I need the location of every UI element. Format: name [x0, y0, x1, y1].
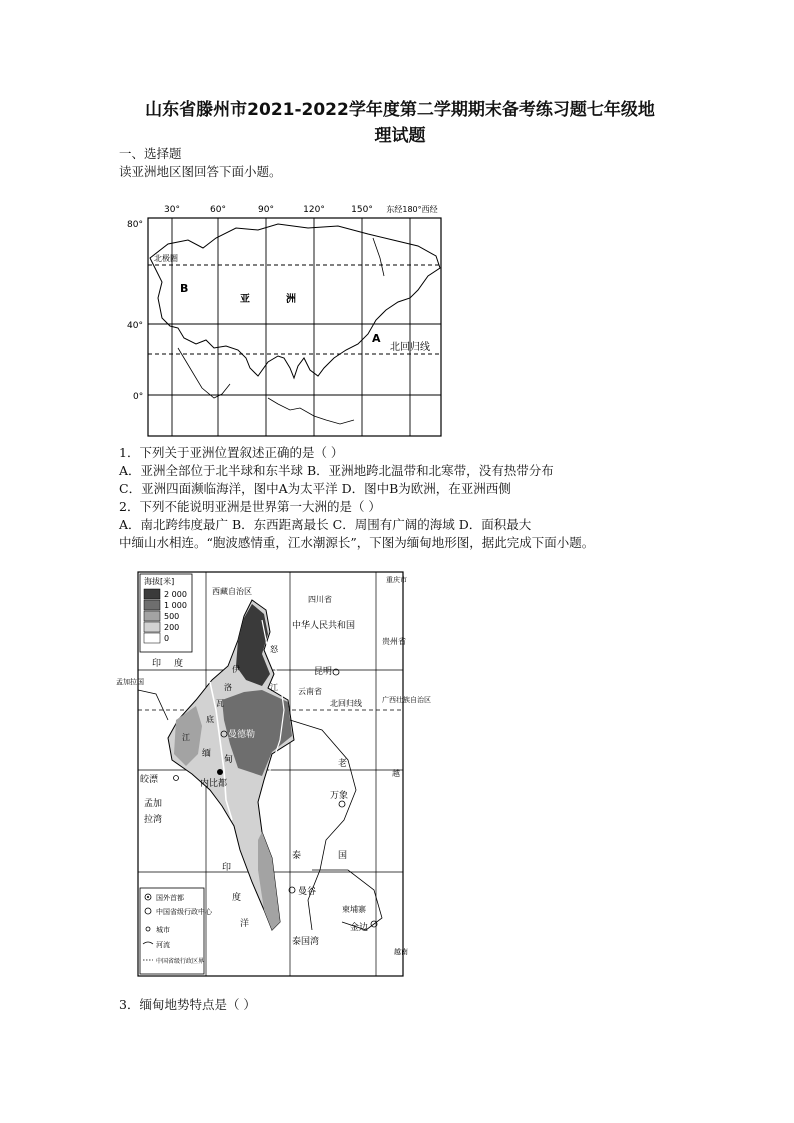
legend-level-2000: 2 000	[164, 590, 187, 599]
lon-label-60: 60°	[210, 205, 226, 215]
question-2: 2．下列不能说明亚洲是世界第一大洲的是（ ）	[119, 499, 381, 514]
legend-swatch-1000	[144, 600, 160, 610]
label-vientiane: 万象	[330, 791, 349, 801]
lon-label-90: 90°	[258, 205, 274, 215]
label-cambodia: 柬埔寨	[342, 905, 366, 914]
asia-label-1: 亚	[240, 294, 250, 305]
legend-swatch-200	[144, 622, 160, 632]
label-irrawaddy-4: 底	[206, 715, 214, 724]
key-border: 中国省级行政区界	[156, 958, 205, 965]
question-1-options-ab: A．亚洲全部位于北半球和东半球 B．亚洲地跨北温带和北寒带，没有热带分布	[119, 463, 554, 478]
label-b: B	[180, 282, 189, 295]
label-thailand-1: 泰	[292, 851, 302, 861]
key-city: 城市	[156, 926, 170, 934]
label-thailand-2: 国	[338, 851, 348, 861]
question-2-options: A．南北跨纬度最广 B．东西距离最长 C．周围有广阔的海域 D．面积最大	[119, 517, 532, 532]
arctic-circle-label: 北极圈	[154, 254, 178, 263]
legend-level-0: 0	[164, 634, 170, 643]
label-indian-ocean-1: 印	[222, 863, 232, 873]
label-china: 中华人民共和国	[292, 621, 356, 631]
label-bangkok: 曼谷	[298, 887, 317, 897]
label-guizhou: 贵州省	[382, 637, 406, 646]
label-sichuan: 四川省	[308, 595, 332, 604]
asia-map-frame	[148, 218, 441, 436]
legend-level-200: 200	[164, 623, 180, 632]
lon-label-120: 120°	[303, 205, 325, 215]
label-bay-bengal-2: 拉湾	[144, 815, 163, 825]
label-nu-1: 怒	[270, 645, 278, 654]
label-sittwe: 皎漂	[140, 775, 159, 785]
label-laos: 老	[338, 759, 348, 769]
label-irrawaddy-1: 伊	[232, 665, 240, 674]
lon-label-30: 30°	[164, 205, 180, 215]
label-irrawaddy-2: 洛	[224, 683, 232, 692]
key-capital: 国外首都	[156, 894, 184, 902]
key-river: 河流	[156, 941, 170, 949]
tropic-label: 北回归线	[390, 342, 430, 353]
label-bangladesh: 孟加拉国	[116, 678, 144, 686]
asia-label-2: 洲	[286, 294, 296, 305]
label-bay-bengal-1: 孟加	[144, 799, 163, 809]
key-provincial: 中国省级行政中心	[156, 908, 212, 916]
label-a: A	[372, 332, 381, 345]
label-india-1: 印	[152, 659, 162, 669]
label-yunnan: 云南省	[298, 687, 322, 696]
legend-swatch-0	[144, 633, 160, 643]
legend-swatch-2000	[144, 589, 160, 599]
question-3: 3．缅甸地势特点是（ ）	[119, 997, 256, 1012]
label-irrawaddy-5: 江	[182, 733, 190, 742]
intro-2: 中缅山水相连。“胞波感情重，江水潮源长”，下图为缅甸地形图，据此完成下面小题。	[119, 535, 595, 550]
question-1: 1．下列关于亚洲位置叙述正确的是（ ）	[119, 445, 344, 460]
label-myanmar-2: 甸	[224, 755, 234, 765]
label-myanmar-1: 缅	[202, 749, 212, 759]
label-irrawaddy-3: 瓦	[216, 699, 224, 708]
lon-label-150: 150°	[351, 205, 373, 215]
label-vietnam: 越	[392, 769, 400, 778]
lat-label-80: 80°	[127, 220, 143, 230]
asia-map	[118, 198, 448, 440]
title-line-1: 山东省滕州市2021-2022学年度第二学期期末备考练习题七年级地	[145, 100, 655, 120]
label-tibet: 西藏自治区	[212, 587, 252, 596]
label-guangxi: 广西壮族自治区	[382, 696, 431, 704]
legend-title: 海拔[米]	[144, 577, 175, 586]
label-indian-ocean-2: 度	[232, 893, 242, 903]
lon-label-180: 东经180°西经	[386, 205, 438, 214]
legend-level-500: 500	[164, 612, 180, 621]
intro-text: 读亚洲地区图回答下面小题。	[119, 164, 282, 179]
label-naypyidaw: 内比都	[200, 779, 228, 789]
label-myanmar-tropic: 北回归线	[330, 699, 362, 708]
label-phnom-penh: 金边	[350, 923, 369, 933]
legend-level-1000: 1 000	[164, 601, 187, 610]
lat-label-0: 0°	[133, 392, 144, 402]
naypyidaw-marker	[217, 769, 223, 775]
lat-label-40: 40°	[127, 321, 143, 331]
label-chongqing: 重庆市	[386, 576, 407, 584]
legend-swatch-500	[144, 611, 160, 621]
label-nu-2: 江	[270, 683, 278, 692]
label-vietnam-south: 越南	[394, 948, 408, 956]
label-kunming: 昆明	[314, 667, 333, 677]
question-1-options-cd: C．亚洲四面濒临海洋，图中A为太平洋 D．图中B为欧洲，在亚洲西侧	[119, 481, 511, 496]
myanmar-map	[112, 570, 431, 982]
title-line-2: 理试题	[374, 126, 426, 146]
label-indian-ocean-3: 洋	[240, 919, 250, 929]
label-india-2: 度	[174, 659, 184, 669]
label-mandalay: 曼德勒	[228, 730, 256, 740]
section-heading: 一、选择题	[119, 146, 182, 161]
label-gulf-thailand: 泰国湾	[292, 937, 320, 947]
